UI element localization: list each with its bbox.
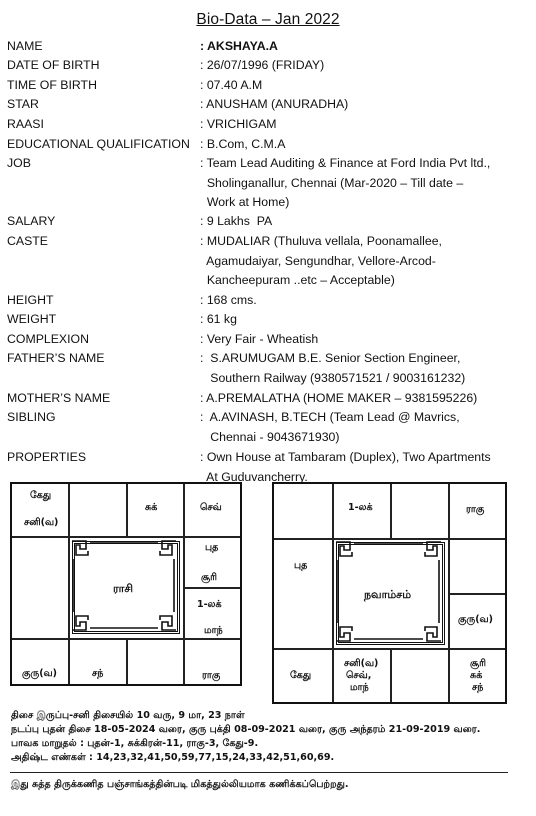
field-value: : VRICHIGAM: [200, 117, 277, 131]
field-label: SALARY: [7, 214, 56, 228]
navamsa-cell-text: கேது: [290, 670, 312, 681]
rasi-cell-text: சனி(வ): [24, 517, 59, 528]
rasi-cell-text: சூரி: [201, 572, 217, 583]
bhava-changes: பாவக மாறுதல் : புதன்-1, சுக்கிரன்-11, ராகு-3, கேது-9.: [11, 738, 259, 749]
rasi-cell-text: செவ்: [200, 502, 222, 513]
field-label: TIME OF BIRTH: [7, 78, 97, 92]
field-value: : 61 kg: [200, 312, 237, 326]
field-value: : Team Lead Auditing & Finance at Ford India Pvt ltd., Sholinganallur, Chennai (Mar-2020 – Till date – Work at Home): [200, 156, 491, 210]
rasi-chart: [10, 482, 242, 686]
navamsa-cell-text: குரு(வ): [458, 614, 493, 625]
field-label: HEIGHT: [7, 293, 54, 307]
field-label: PROPERTIES: [7, 450, 87, 464]
navamsa-cell-text: சூரி: [470, 658, 486, 669]
field-value: : AKSHAYA.A: [200, 39, 278, 53]
field-value: : 168 cms.: [200, 293, 257, 307]
rasi-cell-text: 1-லக்: [197, 599, 222, 610]
field-label: DATE OF BIRTH: [7, 58, 100, 72]
field-label: SIBLING: [7, 410, 56, 424]
field-value: : Own House at Tambaram (Duplex), Two Apartments At Guduvancherry.: [200, 450, 491, 484]
footer-note: இது சுத்த திருக்கணித பஞ்சாங்கத்தின்படி மிகத்துல்லியமாக கணிக்கப்பெற்றது.: [11, 779, 349, 790]
rasi-center-label: ராசி: [113, 582, 134, 595]
navamsa-cell-text: செவ்,: [346, 670, 372, 681]
footer-divider: [10, 772, 508, 773]
field-value: : B.Com, C.M.A: [200, 137, 286, 151]
dasa-balance: திசை இருப்பு-சனி திசையில் 10 வரு, 9 மா, 23 நாள்: [11, 710, 245, 721]
field-value: : Very Fair - Wheatish: [200, 332, 319, 346]
navamsa-center-label: நவாம்சம்: [364, 588, 412, 601]
navamsa-cell-text: மாந்: [350, 682, 369, 693]
rasi-cell-text: கேது: [30, 490, 52, 501]
rasi-cell-text: சுக்: [145, 502, 158, 513]
navamsa-chart: [272, 482, 507, 704]
field-value: : MUDALIAR (Thuluva vellala, Poonamallee, Agamudaiyar, Sengundhar, Vellore-Arcod- Kancheepuram ..etc – Acceptable): [200, 234, 442, 288]
field-value: : 07.40 A.M: [200, 78, 263, 92]
navamsa-cell-text: ராகு: [466, 504, 485, 515]
rasi-cell-text: ராகு: [202, 670, 221, 681]
field-label: CASTE: [7, 234, 48, 248]
rasi-cell-text: சந்: [92, 668, 104, 679]
field-label: STAR: [7, 97, 39, 111]
navamsa-cell-text: சந்: [472, 682, 484, 693]
field-label: MOTHER’S NAME: [7, 391, 111, 405]
field-value: : ANUSHAM (ANURADHA): [200, 97, 349, 111]
rasi-cell-text: குரு(வ): [22, 668, 57, 679]
navamsa-cell-text: சுக்: [470, 670, 483, 681]
navamsa-cell-text: சனி(வ): [344, 658, 379, 669]
navamsa-cell-text: 1-லக்: [348, 502, 373, 513]
field-label: JOB: [7, 156, 31, 170]
field-value: : S.ARUMUGAM B.E. Senior Section Engineer, Southern Railway (9380571521 / 9003161232): [200, 351, 466, 385]
page-title: Bio-Data – Jan 2022: [196, 11, 340, 28]
current-dasa: நடப்பு புதன் திசை 18-05-2024 வரை, குரு புக்தி 08-09-2021 வரை, குரு அந்தரம் 21-09-2019 வரை.: [11, 724, 481, 735]
field-label: RAASI: [7, 117, 44, 131]
field-label: FATHER’S NAME: [7, 351, 105, 365]
field-value: : A.AVINASH, B.TECH (Team Lead @ Mavrics, Chennai - 9043671930): [200, 410, 460, 444]
field-label: WEIGHT: [7, 312, 57, 326]
field-value: : A.PREMALATHA (HOME MAKER – 9381595226): [200, 391, 478, 405]
navamsa-cell-text: புத: [294, 560, 308, 571]
lucky-numbers: அதிஷ்ட எண்கள் : 14,23,32,41,50,59,77,15,24,33,42,51,60,69.: [11, 752, 335, 763]
field-value: : 9 Lakhs PA: [200, 214, 273, 228]
field-label: EDUCATIONAL QUALIFICATION: [7, 137, 190, 151]
rasi-cell-text: புத: [205, 542, 219, 553]
field-label: COMPLEXION: [7, 332, 89, 346]
field-label: NAME: [7, 39, 43, 53]
rasi-cell-text: மாந்: [204, 625, 223, 636]
field-value: : 26/07/1996 (FRIDAY): [200, 58, 325, 72]
